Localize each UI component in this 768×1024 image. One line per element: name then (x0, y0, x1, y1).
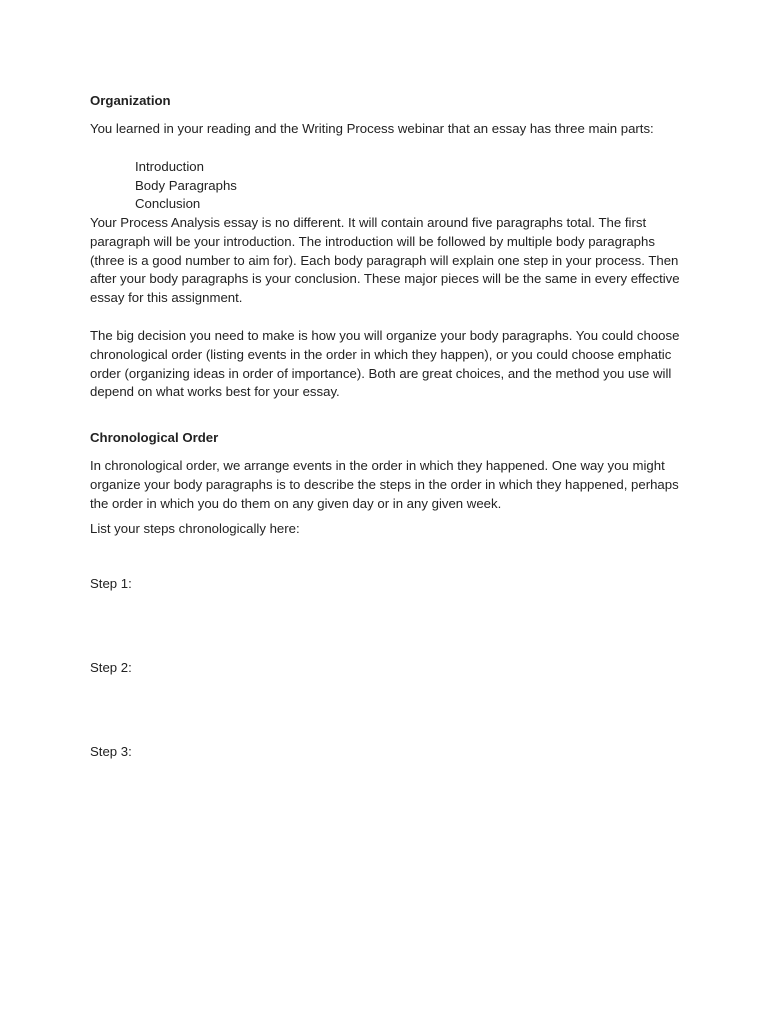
list-item-conclusion: Conclusion (135, 196, 201, 211)
section-heading-chronological: Chronological Order (90, 430, 219, 445)
intro-paragraph: You learned in your reading and the Writing Process webinar that an essay has three main parts: (90, 121, 654, 136)
section-heading-organization: Organization (90, 93, 171, 108)
list-item-introduction: Introduction (135, 159, 204, 174)
list-item-body-paragraphs: Body Paragraphs (135, 178, 237, 193)
chronological-paragraph: In chronological order, we arrange events in the order in which they happened. One way you might organize your body paragraphs is to describe the steps in the order in which they happened, perhaps the order in which you do them on any given day or in any given week. (90, 458, 679, 511)
organization-decision-paragraph: The big decision you need to make is how you will organize your body paragraphs. You could choose chronological order (listing events in the order in which they happen), or you could choose emphatic order (organizing ideas in order of importance). Both are great choices, and the method you use will depend on what works best for your essay. (90, 328, 680, 400)
step-1-label: Step 1: (90, 576, 132, 591)
step-2-label: Step 2: (90, 660, 132, 675)
step-3-label: Step 3: (90, 744, 132, 759)
steps-prompt: List your steps chronologically here: (90, 521, 300, 536)
process-analysis-paragraph: Your Process Analysis essay is no different. It will contain around five paragraphs total. The first paragraph will be your introduction. The introduction will be followed by multiple body paragraphs (three is a good number to aim for). Each body paragraph will explain one step in your process. Then after your body paragraphs is your conclusion. These major pieces will be the same in every effective essay for this assignment. (90, 215, 680, 306)
